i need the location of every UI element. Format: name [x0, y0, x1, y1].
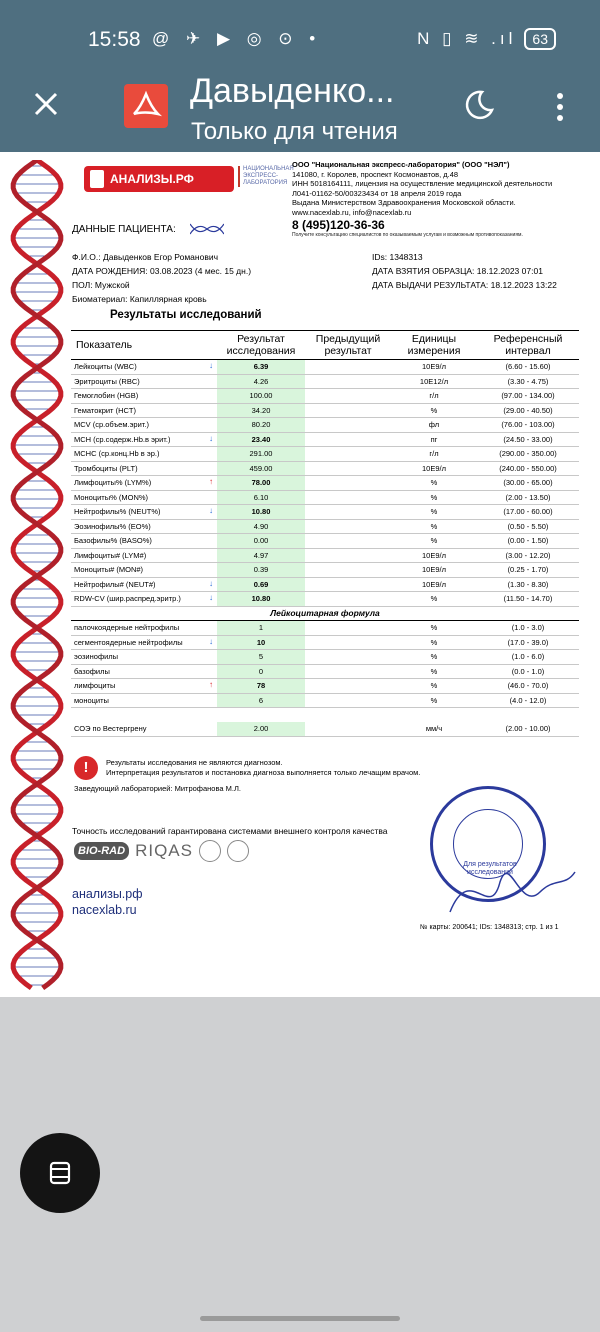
row-reference: (1.30 - 8.30) — [477, 577, 579, 592]
row-previous — [305, 693, 391, 708]
quality-logos — [74, 840, 249, 862]
row-units: % — [391, 476, 477, 491]
row-previous — [305, 476, 391, 491]
row-name — [71, 476, 217, 491]
row-units: % — [391, 505, 477, 520]
row-previous — [305, 679, 391, 694]
table-row — [71, 418, 579, 433]
row-previous — [305, 360, 391, 375]
table-row — [71, 635, 579, 650]
row-previous — [305, 389, 391, 404]
table-row — [71, 505, 579, 520]
row-units: % — [391, 635, 477, 650]
row-units: 10E9/л — [391, 577, 477, 592]
row-reference: (29.00 - 40.50) — [477, 403, 579, 418]
row-name — [71, 664, 217, 679]
row-reference: (4.0 - 12.0) — [477, 693, 579, 708]
reader-mode-button[interactable] — [20, 1133, 100, 1213]
table-row — [71, 664, 579, 679]
row-units: 10E9/л — [391, 548, 477, 563]
row-result: 80.20 — [217, 418, 305, 433]
row-reference: (2.00 - 10.00) — [477, 722, 579, 737]
moon-icon — [462, 88, 496, 122]
col-indicator: Показатель — [71, 331, 217, 360]
row-reference: (2.00 - 13.50) — [477, 490, 579, 505]
row-reference: (17.0 - 39.0) — [477, 635, 579, 650]
col-result: Результат исследования — [217, 331, 305, 360]
row-name — [71, 679, 217, 694]
row-previous — [305, 505, 391, 520]
row-units: 10E9/л — [391, 563, 477, 578]
table-row — [71, 389, 579, 404]
app-bar — [0, 62, 600, 152]
row-reference: (3.30 - 4.75) — [477, 374, 579, 389]
row-units: % — [391, 664, 477, 679]
spacer-row — [71, 708, 579, 722]
status-bar — [0, 0, 600, 62]
org-line: ООО "Национальная экспресс-лаборатория" (ООО "НЭЛ") — [292, 160, 510, 169]
table-row — [71, 461, 579, 476]
row-reference: (17.00 - 60.00) — [477, 505, 579, 520]
table-row — [71, 679, 579, 694]
row-units: 10E9/л — [391, 360, 477, 375]
table-row — [71, 548, 579, 563]
row-reference: (97.00 - 134.00) — [477, 389, 579, 404]
birth-date: ДАТА РОЖДЕНИЯ: 03.08.2023 (4 мес. 15 дн.) — [72, 266, 252, 276]
table-row — [71, 374, 579, 389]
row-name — [71, 461, 217, 476]
signal-icons: N ▯ ≋ .ıl — [417, 29, 517, 48]
row-name-text: лимфоциты — [74, 681, 116, 691]
col-units: Единицы измерения — [391, 331, 477, 360]
row-result: 78 — [217, 679, 305, 694]
row-previous — [305, 635, 391, 650]
row-units: 10E9/л — [391, 461, 477, 476]
row-result: 23.40 — [217, 432, 305, 447]
row-result: 291.00 — [217, 447, 305, 462]
row-result: 5 — [217, 650, 305, 665]
row-name-text: MCH (ср.содерж.Hb.в эрит.) — [74, 434, 171, 444]
row-previous — [305, 374, 391, 389]
close-button[interactable] — [30, 88, 62, 120]
table-row — [71, 476, 579, 491]
row-result: 0 — [217, 664, 305, 679]
row-previous — [305, 447, 391, 462]
results-table — [71, 330, 579, 737]
row-name — [71, 432, 217, 447]
arrow-up-icon: ↑ — [209, 477, 213, 486]
row-name-text: Эозинофилы% (EO%) — [74, 521, 151, 531]
col-previous: Предыдущий результат — [305, 331, 391, 360]
row-name-text: MCHC (ср.конц.Hb в эр.) — [74, 449, 160, 459]
table-row — [71, 519, 579, 534]
quality-note: Точность исследований гарантирована системами внешнего контроля качества — [72, 826, 388, 836]
row-name-text: Нейтрофилы# (NEUT#) — [74, 579, 156, 589]
riqas-logo: RIQAS — [135, 841, 193, 860]
org-line: Выдана Министерством Здравоохранения Московской области. — [292, 198, 516, 208]
row-reference: (1.0 - 6.0) — [477, 650, 579, 665]
row-result: 459.00 — [217, 461, 305, 476]
disclaimer — [106, 758, 420, 778]
row-result: 4.90 — [217, 519, 305, 534]
row-reference: (46.0 - 70.0) — [477, 679, 579, 694]
pdf-icon — [124, 84, 168, 128]
row-name — [71, 447, 217, 462]
arrow-down-icon: ↓ — [209, 506, 213, 515]
row-name — [71, 505, 217, 520]
row-name-text: Лимфоциты% (LYM%) — [74, 478, 152, 488]
row-result: 10.80 — [217, 592, 305, 607]
website-links — [72, 886, 143, 918]
result-date: ДАТА ВЫДАЧИ РЕЗУЛЬТАТА: 18.12.2023 13:22 — [372, 280, 557, 290]
disclaimer-line: Результаты исследования не являются диагнозом. — [106, 758, 283, 767]
row-previous — [305, 577, 391, 592]
analizy-logo: АНАЛИЗЫ.РФ — [84, 166, 234, 192]
table-row — [71, 432, 579, 447]
row-reference: (1.0 - 3.0) — [477, 621, 579, 636]
row-result: 100.00 — [217, 389, 305, 404]
arrow-down-icon: ↓ — [209, 593, 213, 602]
org-line: 141080, г. Королев, проспект Космонавтов, д.48 — [292, 169, 459, 179]
page-footer: № карты: 200641; IDs: 1348313; стр. 1 из 1 — [420, 924, 559, 931]
org-line: ИНН 5018164111, лицензия на осуществление медицинской деятельности — [292, 179, 553, 189]
biorad-logo: BIO-RAD — [74, 842, 129, 860]
row-name-text: моноциты — [74, 695, 109, 705]
row-reference: (0.25 - 1.70) — [477, 563, 579, 578]
row-name-text: Гемоглобин (HGB) — [74, 391, 139, 401]
notification-icons: @ ✈ ▶ ◎ ⊙ • — [152, 29, 322, 48]
table-row — [71, 722, 579, 737]
status-time: 15:58 — [88, 28, 141, 51]
row-previous — [305, 563, 391, 578]
row-previous — [305, 722, 391, 737]
disclaimer-line: Интерпретация результатов и постановка диагноза выполняется только лечащим врачом. — [106, 768, 421, 777]
row-name — [71, 621, 217, 636]
row-result: 2.00 — [217, 722, 305, 737]
table-row — [71, 693, 579, 708]
more-vert-icon — [548, 90, 572, 124]
reader-mode-icon — [20, 1133, 100, 1213]
row-reference: (0.00 - 1.50) — [477, 534, 579, 549]
row-name-text: эозинофилы — [74, 652, 119, 662]
row-previous — [305, 621, 391, 636]
row-name — [71, 635, 217, 650]
patient-sex: ПОЛ: Мужской — [72, 280, 130, 290]
table-row — [71, 621, 579, 636]
row-result: 4.26 — [217, 374, 305, 389]
row-units: фл — [391, 418, 477, 433]
formula-subheader-text: Лейкоцитарная формула — [71, 606, 579, 621]
row-name-text: Моноциты# (MON#) — [74, 565, 144, 575]
row-name — [71, 403, 217, 418]
arrow-down-icon: ↓ — [209, 361, 213, 370]
row-result: 10.80 — [217, 505, 305, 520]
row-previous — [305, 664, 391, 679]
sample-date: ДАТА ВЗЯТИЯ ОБРАЗЦА: 18.12.2023 07:01 — [372, 266, 543, 276]
row-name-text: Тромбоциты (PLT) — [74, 463, 138, 473]
system-icons — [417, 28, 556, 50]
row-name — [71, 592, 217, 607]
patient-ids: IDs: 1348313 — [372, 252, 423, 262]
row-name-text: Нейтрофилы% (NEUT%) — [74, 507, 161, 517]
row-name — [71, 577, 217, 592]
row-name-text: Лимфоциты# (LYM#) — [74, 550, 147, 560]
close-icon — [30, 88, 62, 120]
org-line: Л041-01162-50/00323434 от 18 апреля 2019 года — [292, 188, 462, 198]
row-name — [71, 490, 217, 505]
organization-info — [292, 160, 592, 218]
row-result: 10 — [217, 635, 305, 650]
quality-seal-icon — [227, 840, 249, 862]
nel-logo: НАЦИОНАЛЬНАЯ ЭКСПРЕСС-ЛАБОРАТОРИЯ — [238, 166, 286, 187]
warning-icon: ! — [74, 756, 98, 780]
table-row — [71, 577, 579, 592]
row-units: пг — [391, 432, 477, 447]
row-previous — [305, 490, 391, 505]
table-row — [71, 534, 579, 549]
row-result: 0.00 — [217, 534, 305, 549]
row-previous — [305, 519, 391, 534]
row-reference: (3.00 - 12.20) — [477, 548, 579, 563]
row-reference: (30.00 - 65.00) — [477, 476, 579, 491]
row-name-text: базофилы — [74, 666, 110, 676]
row-name — [71, 650, 217, 665]
row-previous — [305, 592, 391, 607]
table-row — [71, 490, 579, 505]
row-units: % — [391, 650, 477, 665]
row-reference: (290.00 - 350.00) — [477, 447, 579, 462]
arrow-up-icon: ↑ — [209, 680, 213, 689]
row-units: % — [391, 519, 477, 534]
row-result: 6 — [217, 693, 305, 708]
row-name-text: сегментоядерные нейтрофилы — [74, 637, 183, 647]
row-units: 10E12/л — [391, 374, 477, 389]
row-previous — [305, 461, 391, 476]
arrow-down-icon: ↓ — [209, 578, 213, 588]
table-row — [71, 403, 579, 418]
pdf-page[interactable] — [0, 152, 600, 997]
link-analizy[interactable]: анализы.рф — [72, 887, 143, 901]
patient-name: Ф.И.О.: Давыденков Егор Романович — [72, 252, 219, 262]
row-result: 34.20 — [217, 403, 305, 418]
row-reference: (76.00 - 103.00) — [477, 418, 579, 433]
row-result: 4.97 — [217, 548, 305, 563]
formula-subheader — [71, 606, 579, 621]
row-result: 6.39 — [217, 360, 305, 375]
more-options-button[interactable] — [548, 90, 572, 124]
row-units: % — [391, 693, 477, 708]
row-name — [71, 389, 217, 404]
row-name — [71, 548, 217, 563]
row-reference: (0.0 - 1.0) — [477, 664, 579, 679]
row-previous — [305, 418, 391, 433]
row-result: 0.39 — [217, 563, 305, 578]
link-nacexlab[interactable]: nacexlab.ru — [72, 903, 137, 917]
lab-phone: 8 (495)120-36-36 — [292, 218, 385, 232]
table-row — [71, 447, 579, 462]
row-name: СОЭ по Вестергрену — [71, 722, 217, 737]
row-reference: (6.60 - 15.60) — [477, 360, 579, 375]
row-units: г/л — [391, 389, 477, 404]
row-name — [71, 374, 217, 389]
read-only-label: Только для чтения — [191, 118, 398, 145]
row-units: % — [391, 490, 477, 505]
quality-seal-icon — [199, 840, 221, 862]
night-mode-button[interactable] — [462, 88, 496, 122]
row-result: 0.69 — [217, 577, 305, 592]
results-title: Результаты исследований — [110, 309, 262, 321]
biomaterial: Биоматериал: Капиллярная кровь — [72, 294, 207, 304]
stamp-text: Для результатов исследований — [463, 861, 517, 876]
row-previous — [305, 403, 391, 418]
row-name — [71, 563, 217, 578]
row-previous — [305, 534, 391, 549]
patient-data-label: ДАННЫЕ ПАЦИЕНТА: — [72, 224, 176, 235]
table-header — [71, 331, 579, 360]
row-reference: (240.00 - 550.00) — [477, 461, 579, 476]
row-name-text: Гематокрит (HCT) — [74, 405, 136, 415]
row-name-text: палочкоядерные нейтрофилы — [74, 623, 180, 633]
phone-note: Получите консультацию специалистов по оказываемым услугам и возможным противопоказаниям. — [292, 232, 523, 238]
row-units: % — [391, 621, 477, 636]
org-line: www.nacexlab.ru, info@nacexlab.ru — [292, 207, 412, 217]
row-previous — [305, 432, 391, 447]
row-name-text: Эритроциты (RBC) — [74, 376, 140, 386]
row-result: 1 — [217, 621, 305, 636]
row-reference: (0.50 - 5.50) — [477, 519, 579, 534]
table-row — [71, 650, 579, 665]
row-units: % — [391, 592, 477, 607]
row-units: % — [391, 534, 477, 549]
table-row — [71, 592, 579, 607]
document-title: Давыденко... — [190, 72, 395, 110]
row-previous — [305, 548, 391, 563]
row-previous — [305, 650, 391, 665]
dna-mini-icon — [190, 222, 224, 236]
home-indicator[interactable] — [200, 1316, 400, 1321]
row-units: г/л — [391, 447, 477, 462]
row-name-text: Моноциты% (MON%) — [74, 492, 149, 502]
row-name — [71, 519, 217, 534]
dna-decoration — [8, 160, 66, 990]
row-reference: (11.50 - 14.70) — [477, 592, 579, 607]
row-name-text: MCV (ср.объем.эрит.) — [74, 420, 149, 430]
battery-icon: 63 — [524, 28, 556, 50]
row-name — [71, 693, 217, 708]
row-result: 78.00 — [217, 476, 305, 491]
row-reference: (24.50 - 33.00) — [477, 432, 579, 447]
row-name — [71, 360, 217, 375]
arrow-down-icon: ↓ — [209, 433, 213, 443]
row-result: 6.10 — [217, 490, 305, 505]
row-name-text: Базофилы% (BASO%) — [74, 536, 152, 546]
head-of-lab: Заведующий лабораторией: Митрофанова М.Л. — [74, 784, 241, 793]
arrow-down-icon: ↓ — [209, 636, 213, 646]
row-name — [71, 418, 217, 433]
signature — [440, 842, 580, 932]
row-name — [71, 534, 217, 549]
col-reference: Референсный интервал — [477, 331, 579, 360]
table-row — [71, 563, 579, 578]
row-name-text: RDW-CV (шир.распред.эритр.) — [74, 594, 181, 604]
row-units: мм/ч — [391, 722, 477, 737]
row-units: % — [391, 679, 477, 694]
table-row — [71, 360, 579, 375]
row-name-text: Лейкоциты (WBC) — [74, 362, 137, 372]
row-units: % — [391, 403, 477, 418]
